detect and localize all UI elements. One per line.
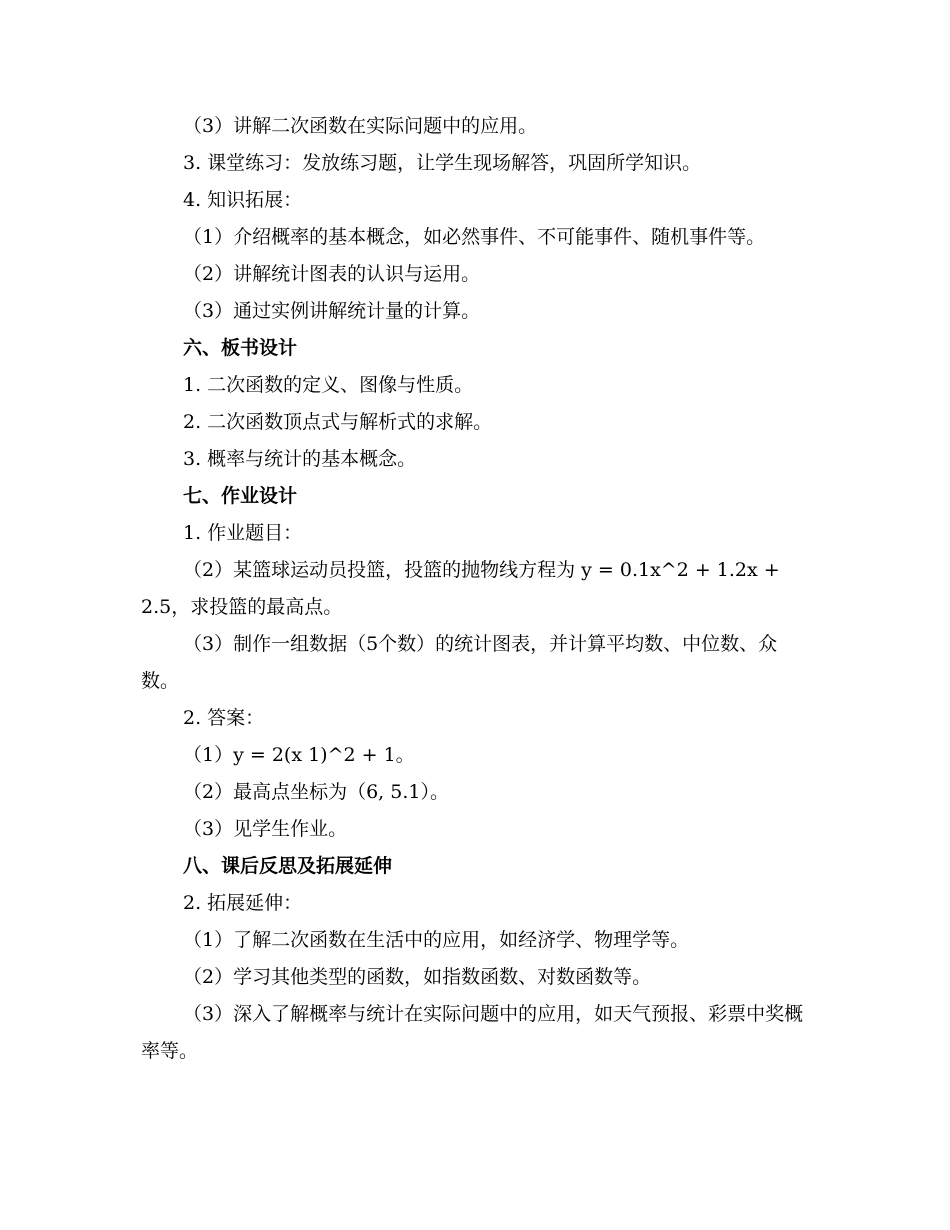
paragraph: 4. 知识拓展： bbox=[183, 189, 303, 211]
paragraph: （1）介绍概率的基本概念，如必然事件、不可能事件、随机事件等。 bbox=[183, 226, 766, 248]
section-heading: 八、课后反思及拓展延伸 bbox=[183, 855, 393, 877]
paragraph: 2. 拓展延伸： bbox=[183, 892, 303, 914]
document-body bbox=[141, 108, 811, 1070]
paragraph: 1. 作业题目： bbox=[183, 522, 303, 544]
paragraph: （1）y = 2(x 1)^2 + 1。 bbox=[183, 744, 415, 766]
paragraph: 2. 答案： bbox=[183, 707, 265, 729]
section-heading: 六、板书设计 bbox=[183, 337, 298, 359]
paragraph: （1）了解二次函数在生活中的应用，如经济学、物理学等。 bbox=[183, 929, 690, 951]
paragraph: （3）通过实例讲解统计量的计算。 bbox=[183, 300, 481, 322]
paragraph: 1. 二次函数的定义、图像与性质。 bbox=[183, 374, 474, 396]
paragraph: 3. 课堂练习：发放练习题，让学生现场解答，巩固所学知识。 bbox=[183, 152, 702, 174]
paragraph: （3）深入了解概率与统计在实际问题中的应用，如天气预报、彩票中奖概率等。 bbox=[141, 1003, 804, 1062]
section-heading: 七、作业设计 bbox=[183, 485, 298, 507]
paragraph: （2）讲解统计图表的认识与运用。 bbox=[183, 263, 481, 285]
paragraph: （2）某篮球运动员投篮，投篮的抛物线方程为 y = 0.1x^2 + 1.2x + 2.5，求投篮的最高点。 bbox=[141, 559, 780, 618]
paragraph: （3）制作一组数据（5个数）的统计图表，并计算平均数、中位数、众数。 bbox=[141, 633, 778, 692]
paragraph: （3）见学生作业。 bbox=[183, 818, 348, 840]
paragraph: （3）讲解二次函数在实际问题中的应用。 bbox=[183, 115, 538, 137]
paragraph: 3. 概率与统计的基本概念。 bbox=[183, 448, 417, 470]
paragraph: （2）最高点坐标为（6, 5.1）。 bbox=[183, 781, 449, 803]
paragraph: （2）学习其他类型的函数，如指数函数、对数函数等。 bbox=[183, 966, 652, 988]
paragraph: 2. 二次函数顶点式与解析式的求解。 bbox=[183, 411, 493, 433]
